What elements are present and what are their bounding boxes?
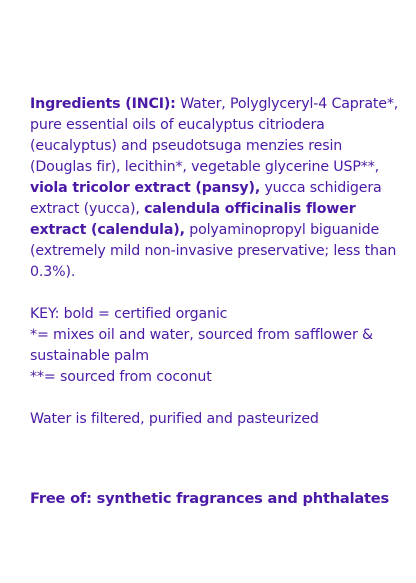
organic-ingredient-calendula: calendula officinalis flower extract (calendula), bbox=[30, 201, 356, 238]
ingredients-text-2: yucca schidigera extract (yucca), bbox=[30, 180, 382, 217]
water-note: Water is filtered, purified and pasteurized bbox=[30, 411, 319, 427]
spacer bbox=[30, 388, 406, 409]
spacer bbox=[30, 283, 406, 304]
key-line-single-asterisk: *= mixes oil and water, sourced from safflower & sustainable palm bbox=[30, 327, 373, 364]
key-line-bold: KEY: bold = certified organic bbox=[30, 306, 228, 322]
ingredients-heading: Ingredients (INCI): bbox=[30, 96, 176, 112]
ingredients-text-3: polyaminopropyl biguanide (extremely mild non-invasive preservative; less than 0.3%). bbox=[30, 222, 397, 280]
organic-ingredient-pansy: viola tricolor extract (pansy), bbox=[30, 180, 261, 196]
key-line-double-asterisk: **= sourced from coconut bbox=[30, 369, 212, 385]
label-text-block bbox=[30, 94, 406, 430]
ingredients-text-1: Water, Polyglyceryl-4 Caprate*, pure essential oils of eucalyptus citriodera (eucalyptus) and pseudotsuga menzies resin (Douglas fir), lecithin*, vegetable glycerine USP**, bbox=[30, 96, 399, 175]
ingredients-paragraph bbox=[30, 94, 406, 283]
free-of-statement: Free of: synthetic fragrances and phthalates bbox=[30, 490, 389, 507]
